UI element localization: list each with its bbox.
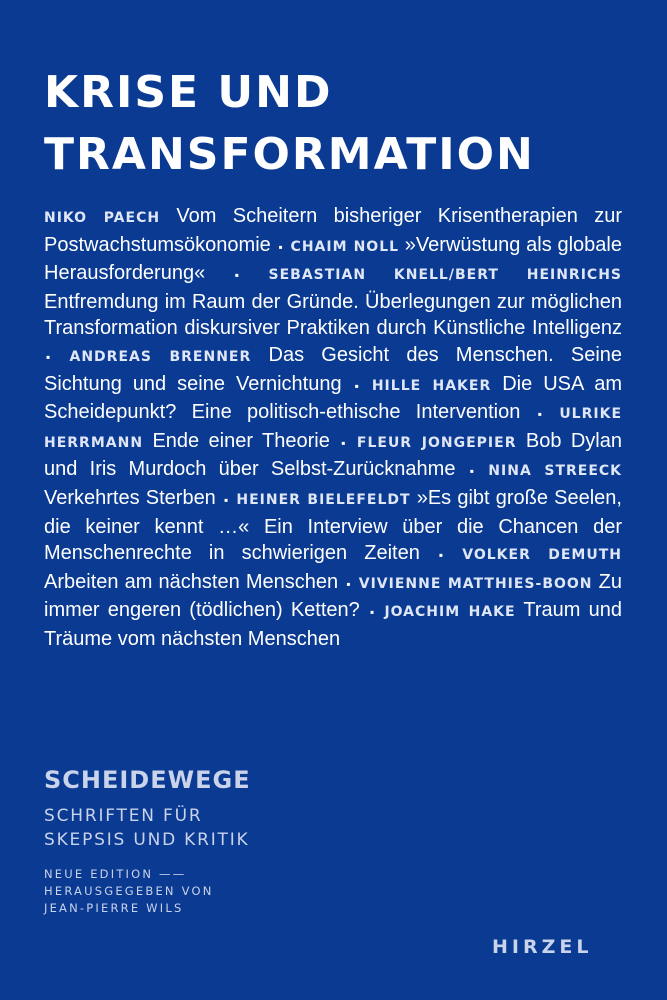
contents-entry-text: Ende einer Theorie: [152, 429, 330, 452]
contents-separator: ▪: [469, 464, 475, 479]
contents-author: ULRIKE HERRMANN: [44, 406, 623, 451]
book-title-line-2: TRANSFORMATION: [44, 129, 535, 180]
edition-line-1: NEUE EDITION ——: [44, 867, 187, 881]
contents-entry-text: Vom Scheitern bisheriger Krisentherapien zur Postwachstumsökonomie: [44, 205, 622, 256]
contents-author: ANDREAS BRENNER: [69, 348, 252, 365]
series-subtitle: [44, 804, 250, 852]
series-subtitle-line-1: SCHRIFTEN FÜR: [44, 806, 203, 826]
contents-entry-text: Zu immer engeren (tödlichen) Ketten?: [44, 570, 623, 622]
contents-separator: ▪: [278, 239, 283, 254]
book-title-line-1: KRISE UND: [44, 67, 333, 118]
publisher-logo: HIRZEL: [492, 936, 593, 958]
contents-entry-text: Entfremdung im Raum der Gründe. Überlegungen zur möglichen Transformation diskursiver Praktiken durch Künstliche Intelligenz: [44, 290, 622, 340]
contents-entry-text: Das Gesicht des Menschen. Seine Sichtung und seine Vernichtung: [44, 343, 623, 395]
contents-separator: ▪: [234, 268, 239, 283]
contents-author: VIVIENNE MATTHIES-BOON: [358, 575, 593, 592]
contents-separator: ▪: [223, 492, 229, 507]
contents-entry-text: Traum und Träume vom nächsten Menschen: [44, 599, 622, 650]
contents-entry-text: Bob Dylan und Iris Murdoch über Selbst-Zurücknahme: [44, 429, 622, 481]
contents-author: HEINER BIELEFELDT: [236, 491, 411, 508]
contents-entry-text: Die USA am Scheidepunkt? Eine politisch-ethische Intervention: [44, 372, 622, 424]
contents-entry-text: »Verwüstung als globale Herausforderung«: [44, 233, 622, 285]
contents-separator: ▪: [369, 605, 375, 620]
contents-entry-text: »Es gibt große Seelen, die keiner kennt …« Ein Interview über die Chancen der Menschenrechte in schwierigen Zeiten: [44, 486, 622, 565]
contents-author: CHAIM NOLL: [290, 238, 400, 255]
contents-author: HILLE HAKER: [371, 377, 492, 394]
contents-separator: ▪: [354, 378, 359, 393]
editor-name: JEAN-PIERRE WILS: [44, 901, 184, 915]
contents-separator: ▪: [537, 407, 542, 422]
contents-author: JOACHIM HAKE: [384, 604, 516, 621]
series-subtitle-line-2: SKEPSIS UND KRITIK: [44, 830, 250, 850]
contents-author: VOLKER DEMUTH: [462, 547, 622, 564]
contents-separator: ▪: [438, 548, 444, 563]
edition-info: [44, 866, 214, 917]
series-name: SCHEIDEWEGE: [44, 766, 251, 794]
contents-author: SEBASTIAN KNELL/BERT HEINRICHS: [268, 267, 622, 284]
contents-author: NINA STREECK: [488, 463, 623, 480]
book-title: [44, 62, 644, 186]
contents-author: FLEUR JONGEPIER: [356, 434, 517, 451]
contents-separator: ▪: [346, 576, 351, 591]
contents-author: NIKO PAECH: [44, 210, 161, 226]
contents-separator: ▪: [46, 349, 51, 364]
contents-entry-text: Arbeiten am nächsten Menschen: [44, 570, 339, 593]
table-of-contents: [44, 203, 622, 653]
edition-line-2: HERAUSGEGEBEN VON: [44, 884, 214, 898]
contents-entry-text: Verkehrtes Sterben: [44, 486, 216, 509]
contents-separator: ▪: [341, 435, 346, 450]
